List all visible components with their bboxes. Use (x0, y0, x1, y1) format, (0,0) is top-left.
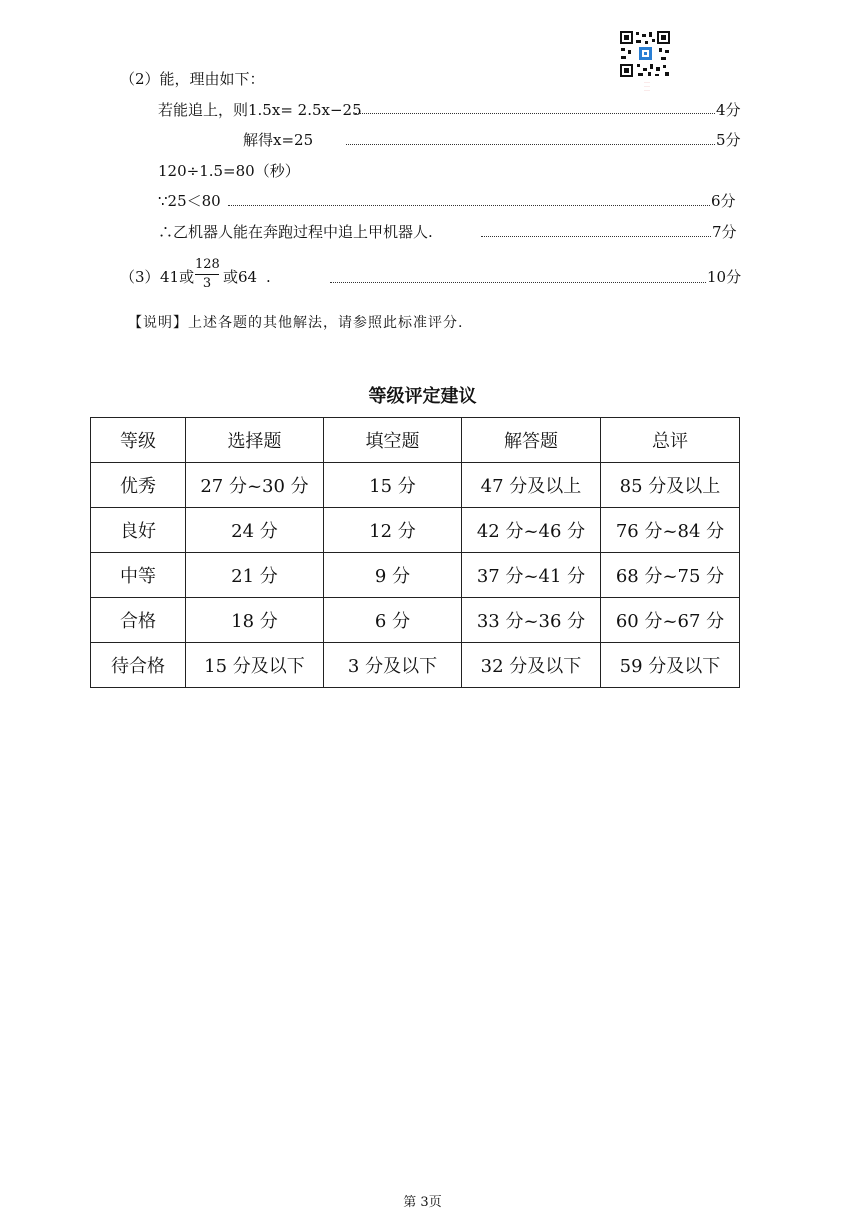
qr-caption-line: ...... (644, 84, 650, 88)
header-cell: 总评 (601, 418, 740, 463)
leader-dots (228, 205, 710, 206)
points-label: 7分 (712, 223, 737, 241)
table-cell: 37 分~41 分 (462, 553, 601, 598)
table-cell: 18 分 (186, 598, 324, 643)
part2-line-2: 解得x=25 (243, 131, 314, 149)
points-label: 5分 (716, 131, 741, 149)
table-header-row (91, 418, 740, 463)
table-cell: 3 分及以下 (324, 643, 462, 688)
fraction-bar (195, 274, 219, 275)
table-cell: 9 分 (324, 553, 462, 598)
leader-dots (330, 282, 706, 283)
leader-dots (346, 144, 715, 145)
table-cell: 15 分及以下 (186, 643, 324, 688)
scoring-note: 【说明】上述各题的其他解法，请参照此标准评分. (128, 315, 464, 331)
qr-code-image (619, 30, 671, 78)
header-cell: 等级 (91, 418, 186, 463)
table-cell: 合格 (91, 598, 186, 643)
table-cell: 42 分~46 分 (462, 508, 601, 553)
table-row (91, 463, 740, 508)
grading-title: 等级评定建议 (368, 386, 477, 407)
part3-prefix: 41或 (160, 268, 195, 286)
part3-suffix: 或64 (223, 268, 258, 286)
part3-label: （3） (120, 268, 160, 286)
header-cell: 解答题 (462, 418, 601, 463)
table-cell: 12 分 (324, 508, 462, 553)
leader-dots (481, 236, 711, 237)
part2-line-3: 120÷1.5=80（秒） (158, 162, 300, 180)
table-cell: 60 分~67 分 (601, 598, 740, 643)
table-row (91, 598, 740, 643)
part2-heading: （2）能，理由如下： (120, 70, 265, 88)
qr-caption-line: ...... (644, 80, 650, 84)
table-cell: 24 分 (186, 508, 324, 553)
page-number: 第 3页 (403, 1195, 442, 1210)
table-cell: 21 分 (186, 553, 324, 598)
table-cell: 待合格 (91, 643, 186, 688)
table-cell: 32 分及以下 (462, 643, 601, 688)
grading-table (90, 417, 740, 688)
points-label: 4分 (716, 101, 741, 119)
table-row (91, 553, 740, 598)
table-cell: 76 分~84 分 (601, 508, 740, 553)
qr-caption (612, 80, 682, 92)
points-label: 10分 (707, 268, 742, 286)
table-cell: 85 分及以上 (601, 463, 740, 508)
part2-line-5: ∴乙机器人能在奔跑过程中追上甲机器人. (158, 223, 433, 241)
table-cell: 68 分~75 分 (601, 553, 740, 598)
points-label: 6分 (711, 192, 736, 210)
table-cell: 6 分 (324, 598, 462, 643)
fraction (195, 257, 219, 292)
table-row (91, 643, 740, 688)
header-cell: 填空题 (324, 418, 462, 463)
table-cell: 15 分 (324, 463, 462, 508)
part2-line-1: 若能追上，则1.5x= 2.5x−25 (158, 101, 362, 119)
leader-dots (355, 113, 715, 114)
fraction-denominator: 3 (202, 276, 212, 291)
table-cell: 中等 (91, 553, 186, 598)
table-row (91, 508, 740, 553)
table-cell: 59 分及以下 (601, 643, 740, 688)
table-cell: 良好 (91, 508, 186, 553)
part3-trail: . (266, 268, 271, 286)
table-cell: 47 分及以上 (462, 463, 601, 508)
part2-line-4: ∵25＜80 (158, 192, 221, 210)
fraction-numerator: 128 (195, 257, 220, 272)
table-cell: 33 分~36 分 (462, 598, 601, 643)
table-cell: 27 分~30 分 (186, 463, 324, 508)
header-cell: 选择题 (186, 418, 324, 463)
table-cell: 优秀 (91, 463, 186, 508)
qr-caption-line: ...... (644, 88, 650, 92)
